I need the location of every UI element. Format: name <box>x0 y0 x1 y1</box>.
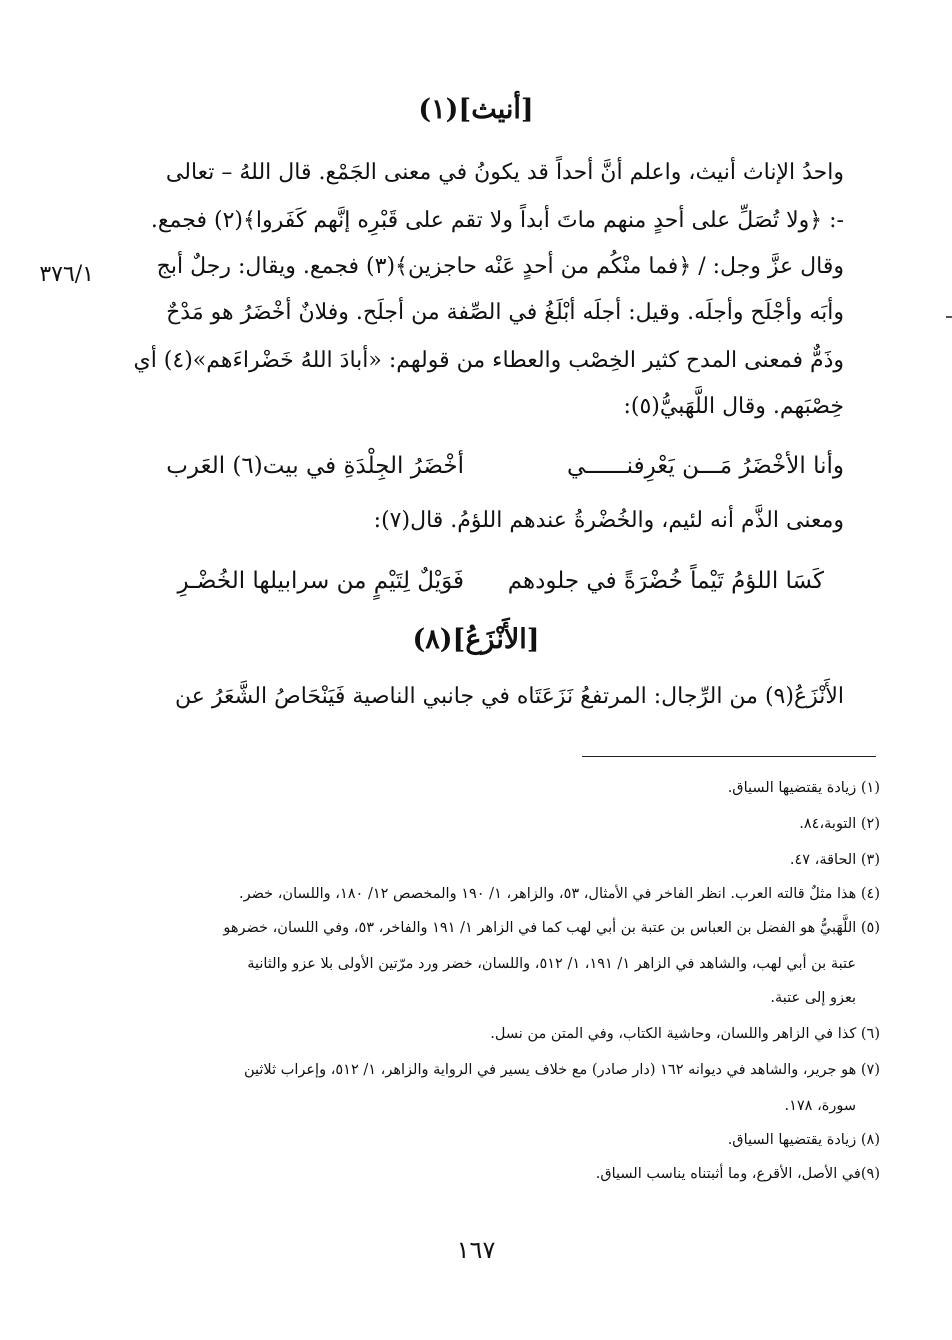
verse-2-second-hemistich: فَوَيْلٌ لِتَيْمٍ من سرابيلها الخُضْـرِ <box>177 568 464 594</box>
footnote-5-line-1: (٥) اللَّهَبيُّ هو الفضل بن العباس بن عتبة بن أبي لهب كما في الزاهر ١/ ١٩١ والفاخر، ٥٣، وفي اللسان، خضرهو <box>223 920 880 936</box>
body-line-1: واحدُ الإناث أنيث، واعلم أنَّ أحداً قد يكونُ في معنى الجَمْع. قال اللهُ – تعالى <box>165 160 844 185</box>
body-last-line: الأَنْزَعُ(٩) من الرِّجال: المرتفعُ نَزَعَتَاه في جانبي الناصية فَيَنْحَاصُ الشَّعَرُ عن <box>175 684 844 709</box>
footnote-5-line-3: بعزو إلى عتبة. <box>770 990 856 1006</box>
body-line-4: وأبَه وأجْلَح وأجلَه. وقيل: أجلَه أبْلَغُ في الصِّفة من أجلَح. وفلانٌ أخْضَرُ هو مَدْحٌ <box>166 300 844 325</box>
verse-1-second-hemistich: أخْضَرُ الجِلْدَةِ في بيت(٦) العَرب <box>166 453 464 479</box>
footnote-3: (٣) الحاقة، ٤٧. <box>789 852 880 868</box>
footnote-1: (١) زيادة يقتضيها السياق. <box>727 780 880 796</box>
footnote-4: (٤) هذا مثلٌ قالته العرب. انظر الفاخر في الأمثال، ٥٣، والزاهر، ١/ ١٩٠ والمخصص ١٢/ ١٨٠، واللسان، خضر. <box>239 886 880 902</box>
section-heading-anith: [أنيث](١) <box>418 94 534 125</box>
footnote-5-line-2: عتبة بن أبي لهب، والشاهد في الزاهر ١/ ١٩١، ١/ ٥١٢، واللسان، خضر ورد مرّتين الأولى بلا عزو والثانية <box>247 956 856 972</box>
body-line-after-verse: ومعنى الذَّم أنه لئيم، والخُضْرةُ عندهم اللؤمُ. قال(٧): <box>373 508 844 533</box>
footnote-2: (٢) التوبة،٨٤. <box>799 816 880 832</box>
verse-1-first-hemistich: وأنا الأخْضَرُ مَـــن يَعْرِفنــــــي <box>567 453 844 479</box>
footnote-separator <box>582 756 876 757</box>
body-line-5: وذَمٌّ فمعنى المدح كثير الخِصْب والعطاء من قولهم: «أبادَ اللهُ خَضْراءَهم»(٤) أي <box>133 348 844 373</box>
verse-2-first-hemistich: كَسَا اللؤمُ تَيْماً خُضْرَةً في جلودهم <box>507 568 824 594</box>
page-number: ١٦٧ <box>456 1236 496 1264</box>
margin-reference: ٣٧٦/١ <box>39 262 94 287</box>
section-heading-anzaa: [الأَنْزَعُ](٨) <box>412 624 540 655</box>
footnote-7-line-2: سورة، ١٧٨. <box>784 1098 856 1114</box>
footnote-9: (٩)في الأصل، الأقرع، وما أثبتناه يناسب السياق. <box>595 1166 880 1182</box>
body-line-3: وقال عزَّ وجل: / ﴿فما منْكُم من أحدٍ عَنْه حاجزين﴾(٣) فجمع. ويقال: رجلٌ أبج <box>156 254 844 279</box>
body-line-6: خِصْبَهم. وقال اللَّهَبيُّ(٥): <box>623 394 844 419</box>
body-line-2: -: ﴿ولا تُصَلِّ على أحدٍ منهم ماتَ أبداً ولا تقم على قَبْرِه إنَّهم كَفَروا﴾(٢) فجمع. <box>150 208 844 233</box>
footnote-8: (٨) زيادة يقتضيها السياق. <box>727 1132 880 1148</box>
footnote-7-line-1: (٧) هو جرير، والشاهد في ديوانه ١٦٢ (دار صادر) مع خلاف يسير في الرواية والزاهر، ١/ ٥١٢، وإعراب ثلاثين <box>243 1062 880 1078</box>
edge-mark <box>946 316 952 318</box>
footnote-6: (٦) كذا في الزاهر واللسان، وحاشية الكتاب، وفي المتن من نسل. <box>490 1026 880 1042</box>
